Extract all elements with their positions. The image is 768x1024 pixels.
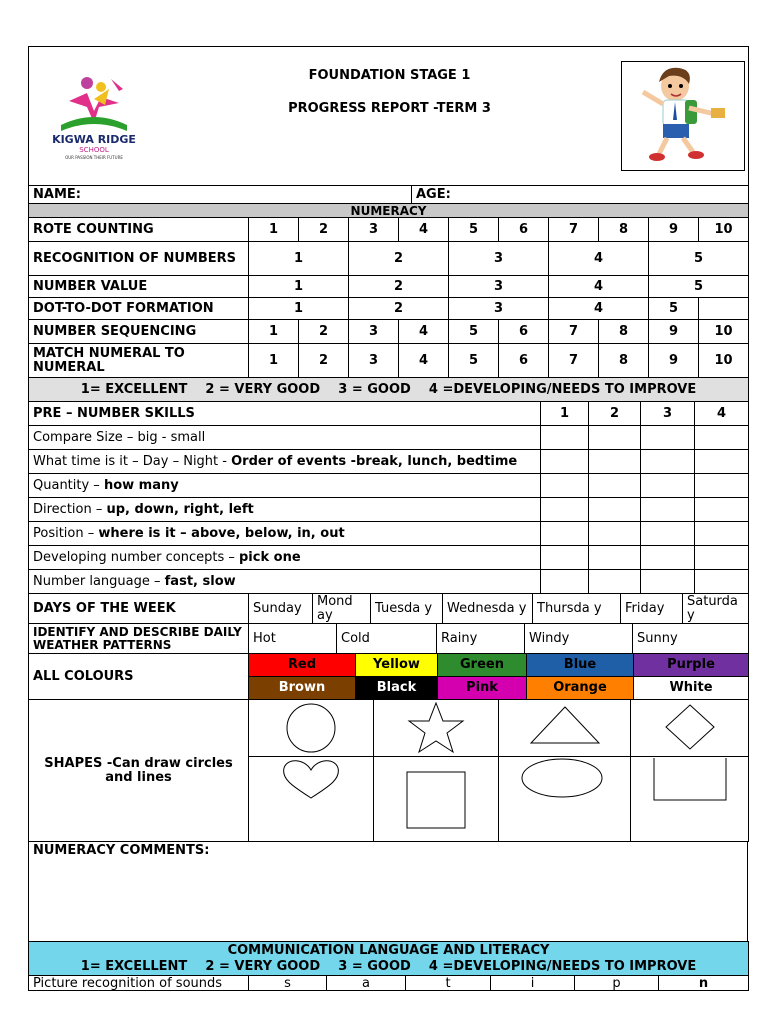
dot-to-dot-label: DOT-TO-DOT FORMATION: [29, 298, 249, 320]
day-thursday[interactable]: Thursda y: [533, 594, 621, 624]
pre-number-check[interactable]: [541, 498, 589, 522]
pre-number-item-text: Direction –: [33, 501, 107, 517]
colour-green[interactable]: Green: [438, 654, 527, 677]
sequencing-3[interactable]: 3: [349, 320, 399, 344]
pre-number-check[interactable]: [695, 522, 749, 546]
match-row: [29, 344, 749, 378]
name-label: NAME:: [33, 186, 81, 202]
shape-oval[interactable]: [499, 757, 631, 842]
number-value-2[interactable]: 2: [349, 276, 449, 298]
logo-school-sub: SCHOOL: [78, 146, 109, 154]
days-label: DAYS OF THE WEEK: [29, 594, 249, 624]
pre-number-check[interactable]: [695, 498, 749, 522]
recognition-row: [29, 242, 749, 276]
pre-number-item: [29, 570, 749, 594]
pre-number-check[interactable]: [695, 426, 749, 450]
pre-number-item: [29, 498, 749, 522]
sequencing-8[interactable]: 8: [599, 320, 649, 344]
weather-cold[interactable]: Cold: [337, 624, 437, 654]
rote-counting-9[interactable]: 9: [649, 218, 699, 242]
pre-number-check[interactable]: [541, 426, 589, 450]
match-2[interactable]: 2: [299, 344, 349, 378]
shape-triangle[interactable]: [499, 700, 631, 757]
logo-school-name: KIGWA RIDGE: [51, 133, 136, 146]
colours-label: ALL COLOURS: [29, 654, 249, 700]
sequencing-7[interactable]: 7: [549, 320, 599, 344]
pre-number-check[interactable]: [541, 570, 589, 594]
sequencing-4[interactable]: 4: [399, 320, 449, 344]
pre-number-check[interactable]: [589, 498, 641, 522]
recognition-3[interactable]: 3: [449, 242, 549, 276]
colour-purple[interactable]: Purple: [634, 654, 749, 677]
numeracy-table: [28, 203, 749, 402]
dot-to-dot-5[interactable]: 5: [649, 298, 699, 320]
dot-to-dot-4[interactable]: 4: [549, 298, 649, 320]
colour-pink[interactable]: Pink: [438, 677, 527, 700]
pre-number-item-text: What time is it – Day – Night -: [33, 453, 232, 469]
weather-rainy[interactable]: Rainy: [437, 624, 525, 654]
sound-a[interactable]: a: [327, 976, 406, 991]
match-4[interactable]: 4: [399, 344, 449, 378]
cll-key: 1= EXCELLENT 2 = VERY GOOD 3 = GOOD 4 =DEVELOPING/NEEDS TO IMPROVE: [80, 958, 697, 974]
square-shape-icon: [401, 764, 471, 834]
match-6[interactable]: 6: [499, 344, 549, 378]
cll-title: COMMUNICATION LANGUAGE AND LITERACY: [227, 942, 550, 958]
numeracy-comments-table: [28, 841, 748, 942]
sounds-label: Picture recognition of sounds: [29, 976, 249, 991]
dot-to-dot-2[interactable]: 2: [349, 298, 449, 320]
sound-s[interactable]: s: [249, 976, 327, 991]
sound-n[interactable]: n: [659, 976, 749, 991]
pre-number-check[interactable]: [641, 546, 695, 570]
colour-white[interactable]: White: [634, 677, 749, 700]
weather-table: [28, 623, 749, 654]
cll-table: [28, 941, 749, 991]
pre-number-item-bold: fast, slow: [164, 573, 236, 589]
pre-number-check[interactable]: [589, 522, 641, 546]
number-value-1[interactable]: 1: [249, 276, 349, 298]
triangle-shape-icon: [525, 701, 605, 755]
numeracy-section-title: NUMERACY: [29, 204, 749, 218]
numeracy-comments-box[interactable]: [29, 842, 748, 942]
rote-counting-1[interactable]: 1: [249, 218, 299, 242]
rote-counting-4[interactable]: 4: [399, 218, 449, 242]
pre-number-item-text: Compare Size – big - small: [33, 429, 206, 445]
name-field[interactable]: [29, 186, 412, 204]
school-logo: [29, 47, 159, 186]
pre-number-item: [29, 450, 749, 474]
dot-to-dot-blank[interactable]: [699, 298, 749, 320]
match-5[interactable]: 5: [449, 344, 499, 378]
pre-number-check[interactable]: [695, 474, 749, 498]
rote-counting-6[interactable]: 6: [499, 218, 549, 242]
pre-number-check[interactable]: [541, 522, 589, 546]
recognition-2[interactable]: 2: [349, 242, 449, 276]
colour-yellow[interactable]: Yellow: [356, 654, 438, 677]
pre-number-item: [29, 426, 749, 450]
pre-number-table: [28, 401, 749, 594]
colour-blue[interactable]: Blue: [527, 654, 634, 677]
student-illustration-frame: [621, 61, 745, 171]
sound-t[interactable]: t: [406, 976, 491, 991]
report-title-block: [159, 47, 621, 186]
heart-shape-icon: [276, 758, 346, 828]
colour-red[interactable]: Red: [249, 654, 356, 677]
report-title-2: PROGRESS REPORT -TERM 3: [288, 101, 491, 116]
sequencing-1[interactable]: 1: [249, 320, 299, 344]
logo-motto: OUR PASSION THEIR FUTURE: [64, 155, 123, 160]
rote-counting-10[interactable]: 10: [699, 218, 749, 242]
day-tuesday[interactable]: Tuesda y: [371, 594, 443, 624]
rote-counting-7[interactable]: 7: [549, 218, 599, 242]
pre-number-item-bold: pick one: [239, 549, 301, 565]
rote-counting-2[interactable]: 2: [299, 218, 349, 242]
colour-brown[interactable]: Brown: [249, 677, 356, 700]
dot-to-dot-row: [29, 298, 749, 320]
sequencing-5[interactable]: 5: [449, 320, 499, 344]
pre-number-item-bold: where is it – above, below, in, out: [98, 525, 345, 541]
weather-windy[interactable]: Windy: [525, 624, 633, 654]
shape-circle[interactable]: [249, 700, 374, 757]
pre-number-check[interactable]: [695, 570, 749, 594]
day-friday[interactable]: Friday: [621, 594, 683, 624]
pre-number-item: [29, 546, 749, 570]
pre-number-check[interactable]: [695, 450, 749, 474]
pre-number-check[interactable]: [589, 450, 641, 474]
colour-orange[interactable]: Orange: [527, 677, 634, 700]
pre-number-check[interactable]: [641, 522, 695, 546]
day-sunday[interactable]: Sunday: [249, 594, 313, 624]
pre-number-check[interactable]: [695, 546, 749, 570]
numeracy-key: 1= EXCELLENT 2 = VERY GOOD 3 = GOOD 4 =DEVELOPING/NEEDS TO IMPROVE: [29, 378, 749, 402]
pre-number-check[interactable]: [641, 570, 695, 594]
pre-number-item: [29, 522, 749, 546]
pre-number-item-bold: up, down, right, left: [106, 501, 254, 517]
pre-number-check[interactable]: [541, 546, 589, 570]
pre-number-item-text: Quantity –: [33, 477, 104, 493]
match-10[interactable]: 10: [699, 344, 749, 378]
pre-number-scale-3: 3: [641, 402, 695, 426]
dot-to-dot-1[interactable]: 1: [249, 298, 349, 320]
pre-number-item-text: Position –: [33, 525, 99, 541]
oval-shape-icon: [520, 758, 610, 828]
sequencing-row: [29, 320, 749, 344]
recognition-4[interactable]: 4: [549, 242, 649, 276]
pre-number-check[interactable]: [641, 450, 695, 474]
shape-rectangle[interactable]: [631, 757, 749, 842]
report-sheet: [28, 46, 748, 991]
pre-number-item-text: Developing number concepts –: [33, 549, 239, 565]
numeracy-comments-label: NUMERACY COMMENTS:: [33, 843, 210, 858]
circle-shape-icon: [281, 701, 341, 755]
age-label: AGE:: [416, 186, 451, 202]
shape-square[interactable]: [374, 757, 499, 842]
recognition-1[interactable]: 1: [249, 242, 349, 276]
match-3[interactable]: 3: [349, 344, 399, 378]
sequencing-label: NUMBER SEQUENCING: [29, 320, 249, 344]
shapes-label: SHAPES -Can draw circles and lines: [29, 700, 249, 842]
rote-counting-5[interactable]: 5: [449, 218, 499, 242]
pre-number-check[interactable]: [589, 474, 641, 498]
sound-p[interactable]: p: [575, 976, 659, 991]
number-value-4[interactable]: 4: [549, 276, 649, 298]
sequencing-9[interactable]: 9: [649, 320, 699, 344]
pre-number-item-bold: how many: [103, 477, 179, 493]
student-illustration: [621, 47, 749, 186]
sequencing-2[interactable]: 2: [299, 320, 349, 344]
number-value-3[interactable]: 3: [449, 276, 549, 298]
rote-counting-3[interactable]: 3: [349, 218, 399, 242]
number-value-5[interactable]: 5: [649, 276, 749, 298]
diamond-shape-icon: [660, 701, 720, 755]
pre-number-item-bold: Order of events -break, lunch, bedtime: [231, 453, 518, 469]
days-table: [28, 593, 749, 624]
day-saturday[interactable]: Saturda y: [683, 594, 749, 624]
boy-student-icon: [623, 62, 743, 168]
day-monday[interactable]: Mond ay: [313, 594, 371, 624]
colour-black[interactable]: Black: [356, 677, 438, 700]
match-7[interactable]: 7: [549, 344, 599, 378]
pre-number-scale-1: 1: [541, 402, 589, 426]
shape-star[interactable]: [374, 700, 499, 757]
weather-label: IDENTIFY AND DESCRIBE DAILY WEATHER PATTERNS: [29, 624, 249, 654]
match-8[interactable]: 8: [599, 344, 649, 378]
pre-number-title: PRE – NUMBER SKILLS: [29, 402, 541, 426]
header-table: [28, 46, 749, 186]
weather-hot[interactable]: Hot: [249, 624, 337, 654]
star-shape-icon: [401, 701, 471, 755]
match-9[interactable]: 9: [649, 344, 699, 378]
day-wednesday[interactable]: Wednesda y: [443, 594, 533, 624]
rote-counting-label: ROTE COUNTING: [29, 218, 249, 242]
weather-sunny[interactable]: Sunny: [633, 624, 749, 654]
sequencing-10[interactable]: 10: [699, 320, 749, 344]
pre-number-scale-4: 4: [695, 402, 749, 426]
pre-number-check[interactable]: [541, 474, 589, 498]
shapes-table: [28, 699, 749, 842]
school-logo-icon: [39, 71, 149, 161]
cll-header: [29, 942, 749, 976]
shape-diamond[interactable]: [631, 700, 749, 757]
report-title-1: FOUNDATION STAGE 1: [308, 68, 471, 83]
age-field[interactable]: [412, 186, 749, 204]
rote-counting-row: [29, 218, 749, 242]
pre-number-item-text: Number language –: [33, 573, 165, 589]
pre-number-check[interactable]: [589, 426, 641, 450]
rectangle-shape-icon: [650, 758, 730, 828]
sound-i[interactable]: i: [491, 976, 575, 991]
number-value-row: [29, 276, 749, 298]
recognition-label: RECOGNITION OF NUMBERS: [29, 242, 249, 276]
dot-to-dot-3[interactable]: 3: [449, 298, 549, 320]
pre-number-scale-2: 2: [589, 402, 641, 426]
pre-number-check[interactable]: [589, 570, 641, 594]
pre-number-check[interactable]: [641, 474, 695, 498]
match-1[interactable]: 1: [249, 344, 299, 378]
pre-number-check[interactable]: [541, 450, 589, 474]
name-age-table: [28, 185, 749, 204]
number-value-label: NUMBER VALUE: [29, 276, 249, 298]
colours-table: [28, 653, 749, 700]
pre-number-check[interactable]: [641, 426, 695, 450]
recognition-5[interactable]: 5: [649, 242, 749, 276]
shape-heart[interactable]: [249, 757, 374, 842]
pre-number-check[interactable]: [589, 546, 641, 570]
match-label: MATCH NUMERAL TO NUMERAL: [29, 344, 249, 378]
rote-counting-8[interactable]: 8: [599, 218, 649, 242]
pre-number-check[interactable]: [641, 498, 695, 522]
pre-number-item: [29, 474, 749, 498]
sequencing-6[interactable]: 6: [499, 320, 549, 344]
